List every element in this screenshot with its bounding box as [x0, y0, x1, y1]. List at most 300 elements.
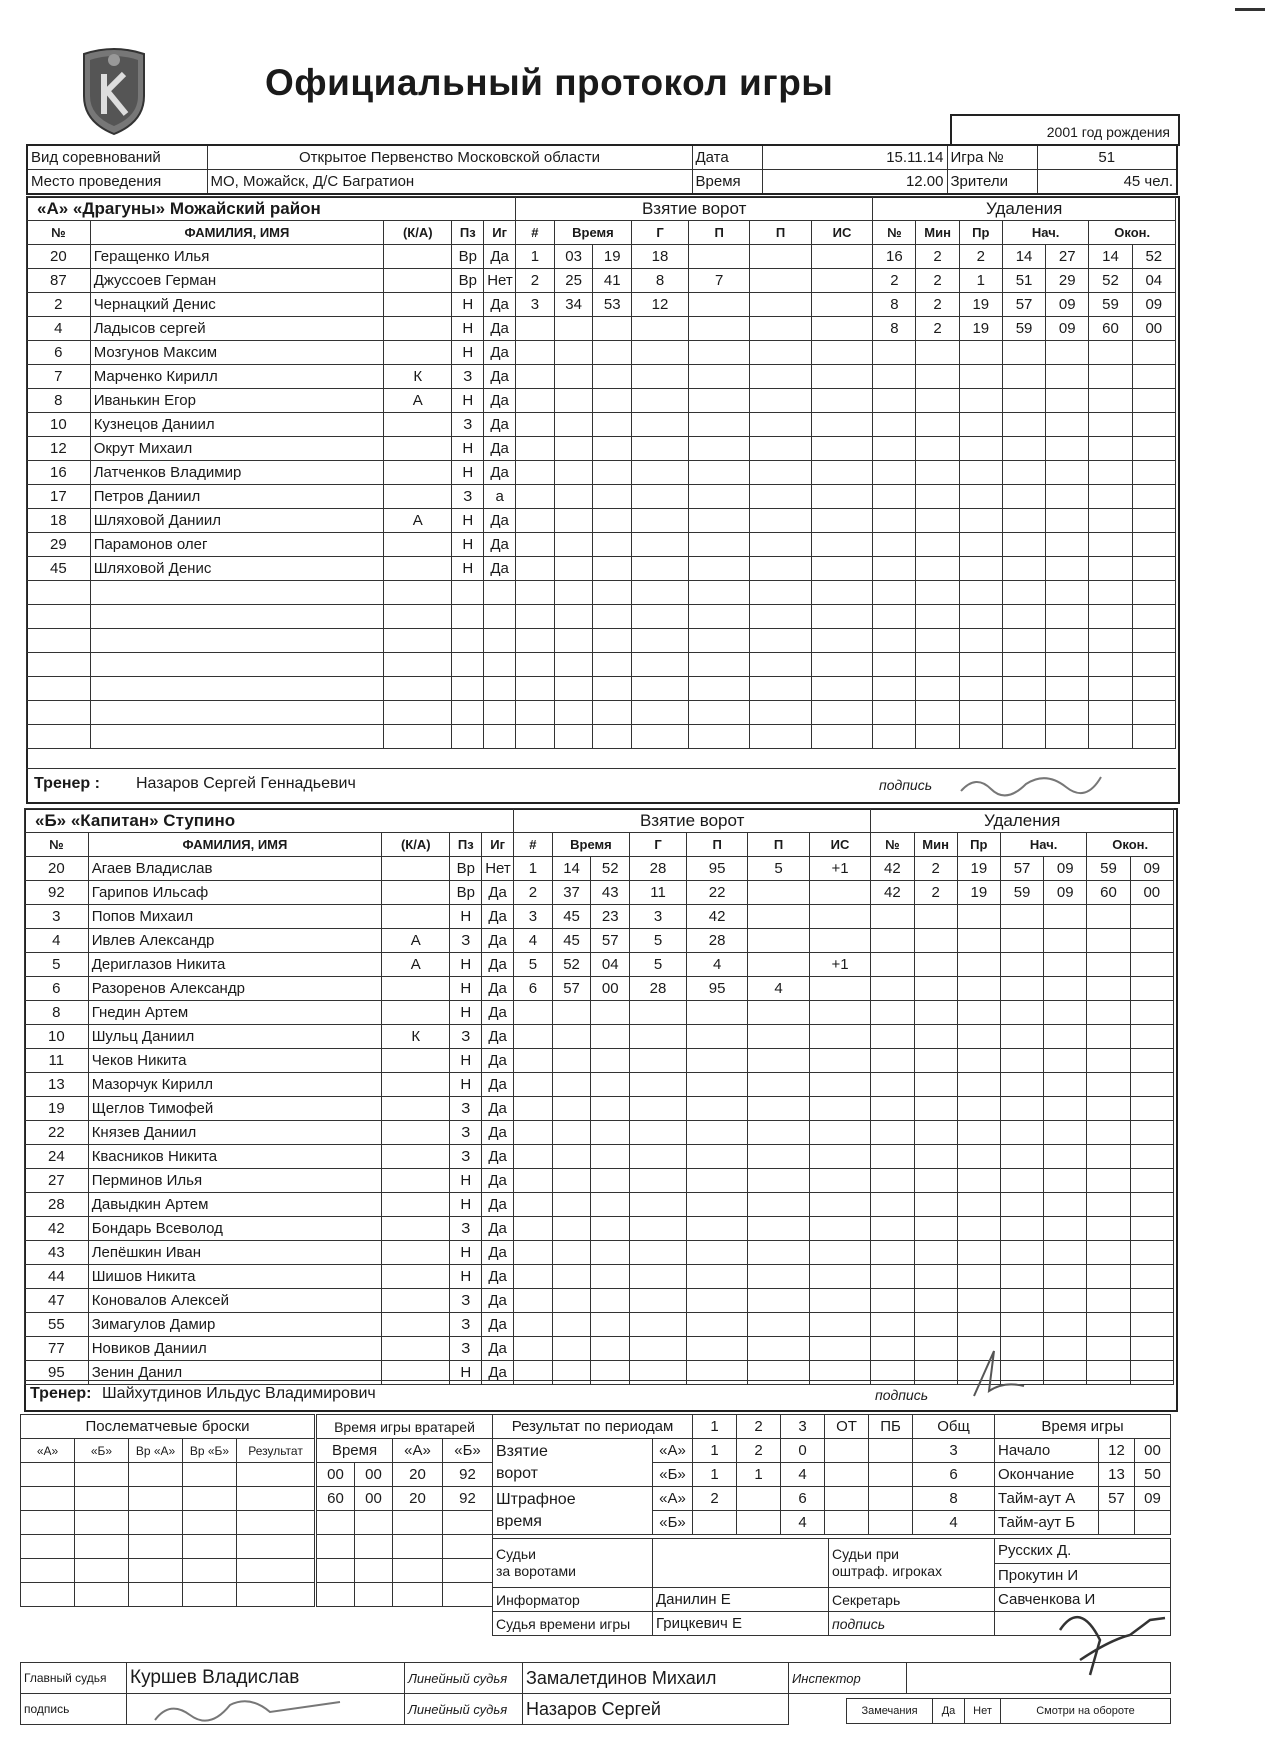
team-b-goal-min: 52	[552, 953, 591, 977]
team-a-goal-scorer	[632, 725, 689, 749]
team-b-penalty-reason	[957, 1001, 1000, 1025]
team-a-player-name: Окрут Михаил	[90, 437, 383, 461]
team-a-player-plays: Да	[484, 389, 516, 413]
pim-label-2: время	[496, 1512, 542, 1530]
team-a-penalty-player	[873, 461, 916, 485]
shootout-col-2: Вр «А»	[129, 1439, 183, 1463]
team-b-goal-scorer	[630, 1001, 687, 1025]
team-b-player-number: 3	[25, 905, 89, 929]
team-b-penalty-start-sec	[1044, 1193, 1087, 1217]
team-b-player-number: 28	[25, 1193, 89, 1217]
team-b-goal-number	[514, 1217, 553, 1241]
team-a-goal-sec	[593, 605, 632, 629]
team-b-penalty-player: 42	[871, 881, 914, 905]
team-a-goal-number	[516, 509, 555, 533]
team-b-goal-number: 2	[514, 881, 553, 905]
team-a-goal-min: 34	[554, 293, 593, 317]
remarks-yes[interactable]: Да	[933, 1699, 965, 1724]
gk-row-sec: 00	[355, 1463, 393, 1487]
team-b-penalty-minutes	[914, 1001, 957, 1025]
team-a-row	[27, 293, 1176, 317]
team-b-penalty-start-min	[1000, 1025, 1043, 1049]
team-a-player-position: Н	[452, 437, 484, 461]
competition-label: Вид соревнований	[27, 145, 207, 170]
team-a-goal-min	[554, 581, 593, 605]
team-b-player-ka	[382, 1121, 450, 1145]
team-a-penalty-reason	[959, 413, 1002, 437]
team-b-goal-number	[514, 1097, 553, 1121]
team-b-penalty-end-sec	[1130, 1145, 1173, 1169]
team-b-penalty-start-sec	[1044, 1169, 1087, 1193]
team-a-goal-assist-2	[750, 701, 811, 725]
team-b-penalty-end-sec	[1130, 1025, 1173, 1049]
goalie-time-table	[316, 1414, 493, 1607]
team-b-goal-sec	[591, 1169, 630, 1193]
team-a-goal-scorer	[632, 653, 689, 677]
team-b-penalty-end-min	[1087, 1097, 1130, 1121]
team-a-penalty-start-sec	[1046, 437, 1089, 461]
team-a-penalty-start-sec: 27	[1046, 245, 1089, 269]
team-a-goal-assist-1	[688, 437, 749, 461]
inspector-label: Инспектор	[789, 1663, 907, 1694]
team-b-player-plays: Да	[482, 1025, 514, 1049]
end-m: 13	[1099, 1463, 1135, 1487]
team-b-goal-sec: 43	[591, 881, 630, 905]
team-a-row	[27, 413, 1176, 437]
team-b-penalty-end-sec	[1130, 1001, 1173, 1025]
team-b-penalty-start-sec	[1044, 1241, 1087, 1265]
end-s: 50	[1135, 1463, 1171, 1487]
team-a-penalty-minutes	[916, 725, 959, 749]
team-a-penalty-end-min	[1089, 677, 1132, 701]
team-b-penalty-start-sec: 09	[1044, 881, 1087, 905]
team-b-row	[25, 1313, 1174, 1337]
team-a-row	[27, 725, 1176, 749]
team-b-penalty-start-sec	[1044, 1001, 1087, 1025]
team-a-player-number: 45	[27, 557, 91, 581]
team-a-goal-sec: 41	[593, 269, 632, 293]
team-a-goal-assist-1	[688, 317, 749, 341]
team-b-player-plays: Да	[482, 905, 514, 929]
team-a-player-ka	[384, 629, 452, 653]
team-b-penalty-player	[871, 1193, 914, 1217]
team-b-goal-min	[552, 1025, 591, 1049]
team-a-penalty-end-min: 59	[1089, 293, 1132, 317]
team-b-goal-number	[514, 1025, 553, 1049]
team-b-player-plays: Да	[482, 953, 514, 977]
team-b-player-ka	[382, 1169, 450, 1193]
team-b-penalty-start-sec	[1044, 953, 1087, 977]
team-b-player-ka	[382, 857, 450, 881]
team-a-penalty-reason	[959, 485, 1002, 509]
gk-col-time: Время	[317, 1439, 393, 1463]
team-b-goal-assist-1	[686, 1145, 747, 1169]
team-a-player-ka	[384, 533, 452, 557]
team-b-goal-assist-2	[748, 1241, 809, 1265]
team-a-player-name: Шляховой Даниил	[90, 509, 383, 533]
team-b-penalty-end-min	[1087, 1241, 1130, 1265]
team-b-penalty-player	[871, 1313, 914, 1337]
team-a-player-name	[90, 677, 383, 701]
team-a-penalty-reason	[959, 581, 1002, 605]
team-a-goal-assist-2	[750, 581, 811, 605]
team-b-header-g: Г	[630, 833, 687, 857]
team-a-goal-sec: 19	[593, 245, 632, 269]
team-b-goal-situation	[809, 1001, 871, 1025]
team-b-header-pos: Пз	[450, 833, 482, 857]
goals-p3	[825, 1439, 869, 1463]
team-b-penalty-end-sec	[1130, 1169, 1173, 1193]
team-a-penalty-end-min	[1089, 461, 1132, 485]
team-a-goal-situation	[811, 413, 873, 437]
team-b-player-number: 6	[25, 977, 89, 1001]
team-a-penalty-player	[873, 581, 916, 605]
team-b-goal-situation	[809, 977, 871, 1001]
team-a-goal-number	[516, 701, 555, 725]
team-b-row	[25, 1049, 1174, 1073]
team-a-penalty-player: 8	[873, 293, 916, 317]
team-a-goal-number	[516, 533, 555, 557]
team-a-goal-scorer	[632, 533, 689, 557]
team-b-player-name: Попов Михаил	[88, 905, 381, 929]
period-col-ot: ОТ	[825, 1415, 869, 1439]
team-b-goal-scorer: 28	[630, 857, 687, 881]
pen-judges-label-1: Судьи при	[832, 1546, 900, 1562]
team-a-goal-min	[554, 389, 593, 413]
goals-label-2: ворот	[496, 1464, 538, 1482]
team-a-penalty-start-sec	[1046, 629, 1089, 653]
team-b-penalty-reason	[957, 1073, 1000, 1097]
team-a-goal-sec	[593, 653, 632, 677]
pim-p4	[869, 1487, 913, 1511]
team-b-goal-min	[552, 1169, 591, 1193]
team-a-penalty-start-min	[1002, 461, 1045, 485]
team-b-player-name: Перминов Илья	[88, 1169, 381, 1193]
team-b-player-position: Н	[450, 905, 482, 929]
team-a-goal-assist-1	[688, 533, 749, 557]
see-back: Смотри на обороте	[1001, 1699, 1171, 1724]
secretary: Савченкова И	[995, 1588, 1171, 1612]
team-a-goal-scorer	[632, 437, 689, 461]
footer-sign-label: подпись	[21, 1694, 127, 1725]
team-a-goal-scorer	[632, 677, 689, 701]
team-b-player-number: 27	[25, 1169, 89, 1193]
team-a-player-ka: А	[384, 509, 452, 533]
team-a-player-plays	[484, 677, 516, 701]
team-a-player-ka	[384, 293, 452, 317]
team-a-player-plays: Да	[484, 293, 516, 317]
team-b-penalty-start-min	[1000, 953, 1043, 977]
team-b-player-position: З	[450, 1313, 482, 1337]
team-b-player-name: Новиков Даниил	[88, 1337, 381, 1361]
team-b-penalty-reason: 19	[957, 857, 1000, 881]
team-a-penalty-reason	[959, 389, 1002, 413]
team-a-goal-min: 03	[554, 245, 593, 269]
team-a-penalty-start-min	[1002, 557, 1045, 581]
team-a-penalty-start-min	[1002, 365, 1045, 389]
team-a-goal-assist-2	[750, 365, 811, 389]
team-a-player-number: 7	[27, 365, 91, 389]
goals-label-1: Взятие	[496, 1442, 548, 1460]
team-b-player-position: З	[450, 1097, 482, 1121]
team-a-header-hash: #	[516, 221, 555, 245]
game-time-title: Время игры	[995, 1415, 1171, 1439]
team-a-header-is: ИС	[811, 221, 873, 245]
team-b-penalty-end-sec: 00	[1130, 881, 1173, 905]
team-a-player-ka	[384, 701, 452, 725]
team-b-penalty-minutes	[914, 1049, 957, 1073]
team-b-penalty-reason	[957, 1097, 1000, 1121]
team-b-goal-assist-1	[686, 1241, 747, 1265]
team-b-goal-scorer	[630, 1145, 687, 1169]
team-b-player-number: 10	[25, 1025, 89, 1049]
team-a-goal-assist-2	[750, 269, 811, 293]
timeout-a-m: 57	[1099, 1487, 1135, 1511]
team-b-goal-sec	[591, 1049, 630, 1073]
team-a-goal-scorer	[632, 605, 689, 629]
team-a-penalty-reason	[959, 461, 1002, 485]
team-b-penalty-end-min	[1087, 1265, 1130, 1289]
team-b-player-ka: А	[382, 929, 450, 953]
team-b-goal-scorer	[630, 1289, 687, 1313]
venue-value: МО, Можайск, Д/С Багратион	[207, 170, 692, 195]
team-a-goal-min	[554, 485, 593, 509]
goals-p5: 6	[913, 1463, 995, 1487]
team-b-row	[25, 1073, 1174, 1097]
team-b-penalty-end-sec	[1130, 1049, 1173, 1073]
team-b-player-name: Коновалов Алексей	[88, 1289, 381, 1313]
team-a-goal-scorer	[632, 509, 689, 533]
team-a-player-plays	[484, 653, 516, 677]
team-b-coach-label: Тренер:	[30, 1385, 92, 1402]
team-b-goal-assist-2	[748, 905, 809, 929]
line-judge-1: Замалетдинов Михаил	[523, 1663, 789, 1694]
team-b-penalty-start-sec	[1044, 1265, 1087, 1289]
team-a-penalty-start-sec: 09	[1046, 317, 1089, 341]
team-a-player-plays: Да	[484, 533, 516, 557]
team-a-header-ka: (К/А)	[384, 221, 452, 245]
team-b-goal-assist-2: 4	[748, 977, 809, 1001]
team-a-penalty-end-sec	[1132, 677, 1175, 701]
team-b-goal-situation: +1	[809, 953, 871, 977]
team-a-penalty-start-sec	[1046, 557, 1089, 581]
team-a-penalty-player	[873, 389, 916, 413]
team-a-goal-assist-2	[750, 605, 811, 629]
team-b-player-plays: Да	[482, 1313, 514, 1337]
team-b-player-name: Князев Даниил	[88, 1121, 381, 1145]
period-col-1: 1	[693, 1415, 737, 1439]
team-b-penalty-start-min	[1000, 1097, 1043, 1121]
team-b-player-number: 44	[25, 1265, 89, 1289]
start-s: 00	[1135, 1439, 1171, 1463]
team-a-goal-situation	[811, 341, 873, 365]
team-b-penalty-start-min	[1000, 905, 1043, 929]
team-b-penalty-minutes	[914, 905, 957, 929]
team-b-penalty-reason	[957, 929, 1000, 953]
team-b-penalty-player	[871, 1265, 914, 1289]
team-a-player-ka: К	[384, 365, 452, 389]
team-b-penalty-reason	[957, 1265, 1000, 1289]
shootout-title: Послематчевые броски	[21, 1415, 315, 1439]
team-a-goal-assist-2	[750, 533, 811, 557]
team-a-goal-min	[554, 509, 593, 533]
team-b-row	[25, 1025, 1174, 1049]
team-a-player-name	[90, 701, 383, 725]
team-b-goal-assist-2	[748, 881, 809, 905]
team-b-goal-scorer: 5	[630, 929, 687, 953]
team-b-penalty-end-min	[1087, 1169, 1130, 1193]
team-a-goal-min: 25	[554, 269, 593, 293]
team-a-goal-situation	[811, 557, 873, 581]
team-a-player-plays	[484, 605, 516, 629]
team-a-player-ka	[384, 605, 452, 629]
team-a-goal-assist-1	[688, 653, 749, 677]
team-a-goal-assist-1	[688, 509, 749, 533]
team-a-goal-assist-1	[688, 341, 749, 365]
team-b-player-plays: Да	[482, 1241, 514, 1265]
team-a-player-number: 87	[27, 269, 91, 293]
team-b-goal-min	[552, 1289, 591, 1313]
team-a-penalty-reason	[959, 533, 1002, 557]
team-a-row	[27, 533, 1176, 557]
team-a-goal-number: 2	[516, 269, 555, 293]
team-a-penalty-minutes	[916, 461, 959, 485]
team-b-player-plays: Да	[482, 1145, 514, 1169]
informer: Данилин Е	[653, 1588, 829, 1612]
team-a-goal-number	[516, 725, 555, 749]
team-b-player-plays: Да	[482, 1121, 514, 1145]
team-b-goal-assist-2	[748, 1265, 809, 1289]
team-b-goal-sec	[591, 1145, 630, 1169]
team-a-penalty-end-sec	[1132, 725, 1175, 749]
team-a-penalty-reason: 19	[959, 293, 1002, 317]
team-b-goal-situation	[809, 1337, 871, 1361]
team-a-player-position	[452, 605, 484, 629]
team-a-player-number: 2	[27, 293, 91, 317]
team-b-goal-situation	[809, 1121, 871, 1145]
pim-p2: 6	[781, 1487, 825, 1511]
team-b-penalty-end-sec	[1130, 1097, 1173, 1121]
team-b-player-name: Щеглов Тимофей	[88, 1097, 381, 1121]
team-a-player-position	[452, 653, 484, 677]
team-a-goal-assist-2	[750, 389, 811, 413]
team-a-row	[27, 701, 1176, 725]
team-a-penalty-start-min	[1002, 701, 1045, 725]
line-judge-2: Назаров Сергей	[523, 1694, 789, 1725]
remarks-no[interactable]: Нет	[965, 1699, 1001, 1724]
team-a-row	[27, 245, 1176, 269]
pim-p0: 2	[693, 1487, 737, 1511]
team-b-goal-assist-1: 95	[686, 977, 747, 1001]
team-a-penalty-player	[873, 485, 916, 509]
team-a-row	[27, 317, 1176, 341]
team-a-goal-assist-1	[688, 701, 749, 725]
team-a-player-name: Петров Даниил	[90, 485, 383, 509]
team-b-signature	[964, 1341, 1044, 1401]
team-b-player-ka	[382, 1193, 450, 1217]
team-a-player-name: Мозгунов Максим	[90, 341, 383, 365]
team-b-player-position: Н	[450, 1073, 482, 1097]
team-a-header-p1: П	[688, 221, 749, 245]
period-col-3: 3	[781, 1415, 825, 1439]
pim-p5: 4	[913, 1511, 995, 1535]
team-b-player-name: Гнедин Артем	[88, 1001, 381, 1025]
team-b-penalty-player	[871, 953, 914, 977]
team-a-row	[27, 365, 1176, 389]
team-b-goal-assist-1: 22	[686, 881, 747, 905]
team-a-penalty-start-min	[1002, 509, 1045, 533]
team-a-goal-number	[516, 389, 555, 413]
team-b-penalty-player	[871, 1217, 914, 1241]
team-b-penalty-end-min	[1087, 1001, 1130, 1025]
shootout-col-4: Результат	[237, 1439, 315, 1463]
team-b-goal-number	[514, 1169, 553, 1193]
team-b-goal-min	[552, 1337, 591, 1361]
team-a-player-position: Н	[452, 389, 484, 413]
team-a-goal-situation	[811, 533, 873, 557]
team-b-goal-scorer: 3	[630, 905, 687, 929]
team-b-goal-min	[552, 1193, 591, 1217]
team-b-row	[25, 1193, 1174, 1217]
team-b-penalty-end-min	[1087, 1025, 1130, 1049]
team-b-penalty-end-min: 59	[1087, 857, 1130, 881]
team-b-penalty-start-sec	[1044, 1217, 1087, 1241]
team-b-row	[25, 1289, 1174, 1313]
team-b-penalty-minutes	[914, 1217, 957, 1241]
team-a-goal-sec	[593, 365, 632, 389]
team-b-player-name: Дериглазов Никита	[88, 953, 381, 977]
team-b-goal-scorer	[630, 1049, 687, 1073]
team-b-goal-assist-2	[748, 1049, 809, 1073]
team-a-penalty-end-min: 52	[1089, 269, 1132, 293]
team-a-goal-scorer	[632, 629, 689, 653]
team-a-penalty-minutes: 2	[916, 245, 959, 269]
pim-p0	[693, 1511, 737, 1535]
team-a-penalty-start-min	[1002, 341, 1045, 365]
team-a-penalty-reason	[959, 365, 1002, 389]
team-b-player-plays: Да	[482, 1361, 514, 1385]
team-a-penalty-start-sec	[1046, 701, 1089, 725]
team-a-penalty-end-sec	[1132, 437, 1175, 461]
team-a-player-plays: Нет	[484, 269, 516, 293]
team-a-penalty-end-min	[1089, 581, 1132, 605]
team-b-goal-scorer	[630, 1193, 687, 1217]
timekeeper-label: Судья времени игры	[493, 1612, 653, 1636]
team-a-goal-sec	[593, 341, 632, 365]
team-b-penalty-player	[871, 905, 914, 929]
team-b-penalty-minutes	[914, 1265, 957, 1289]
team-b-penalty-start-min	[1000, 1289, 1043, 1313]
team-b-goal-assist-1	[686, 1049, 747, 1073]
team-b-header-ka: (К/А)	[382, 833, 450, 857]
team-a-penalty-player	[873, 509, 916, 533]
team-a-penalty-reason	[959, 437, 1002, 461]
team-a-player-name: Латченков Владимир	[90, 461, 383, 485]
team-a-penalty-end-min: 60	[1089, 317, 1132, 341]
team-b-penalty-start-min	[1000, 1145, 1043, 1169]
team-a-player-plays	[484, 701, 516, 725]
team-b-goal-situation	[809, 1049, 871, 1073]
team-a-header-pstart: Нач.	[1002, 221, 1088, 245]
team-a-goal-sec	[593, 581, 632, 605]
team-b-goal-sec: 23	[591, 905, 630, 929]
team-a-player-position: Н	[452, 293, 484, 317]
team-a-goal-situation	[811, 581, 873, 605]
team-a-goal-assist-2	[750, 725, 811, 749]
team-b-player-number: 11	[25, 1049, 89, 1073]
team-a-goal-assist-2	[750, 509, 811, 533]
team-b-goal-number: 1	[514, 857, 553, 881]
